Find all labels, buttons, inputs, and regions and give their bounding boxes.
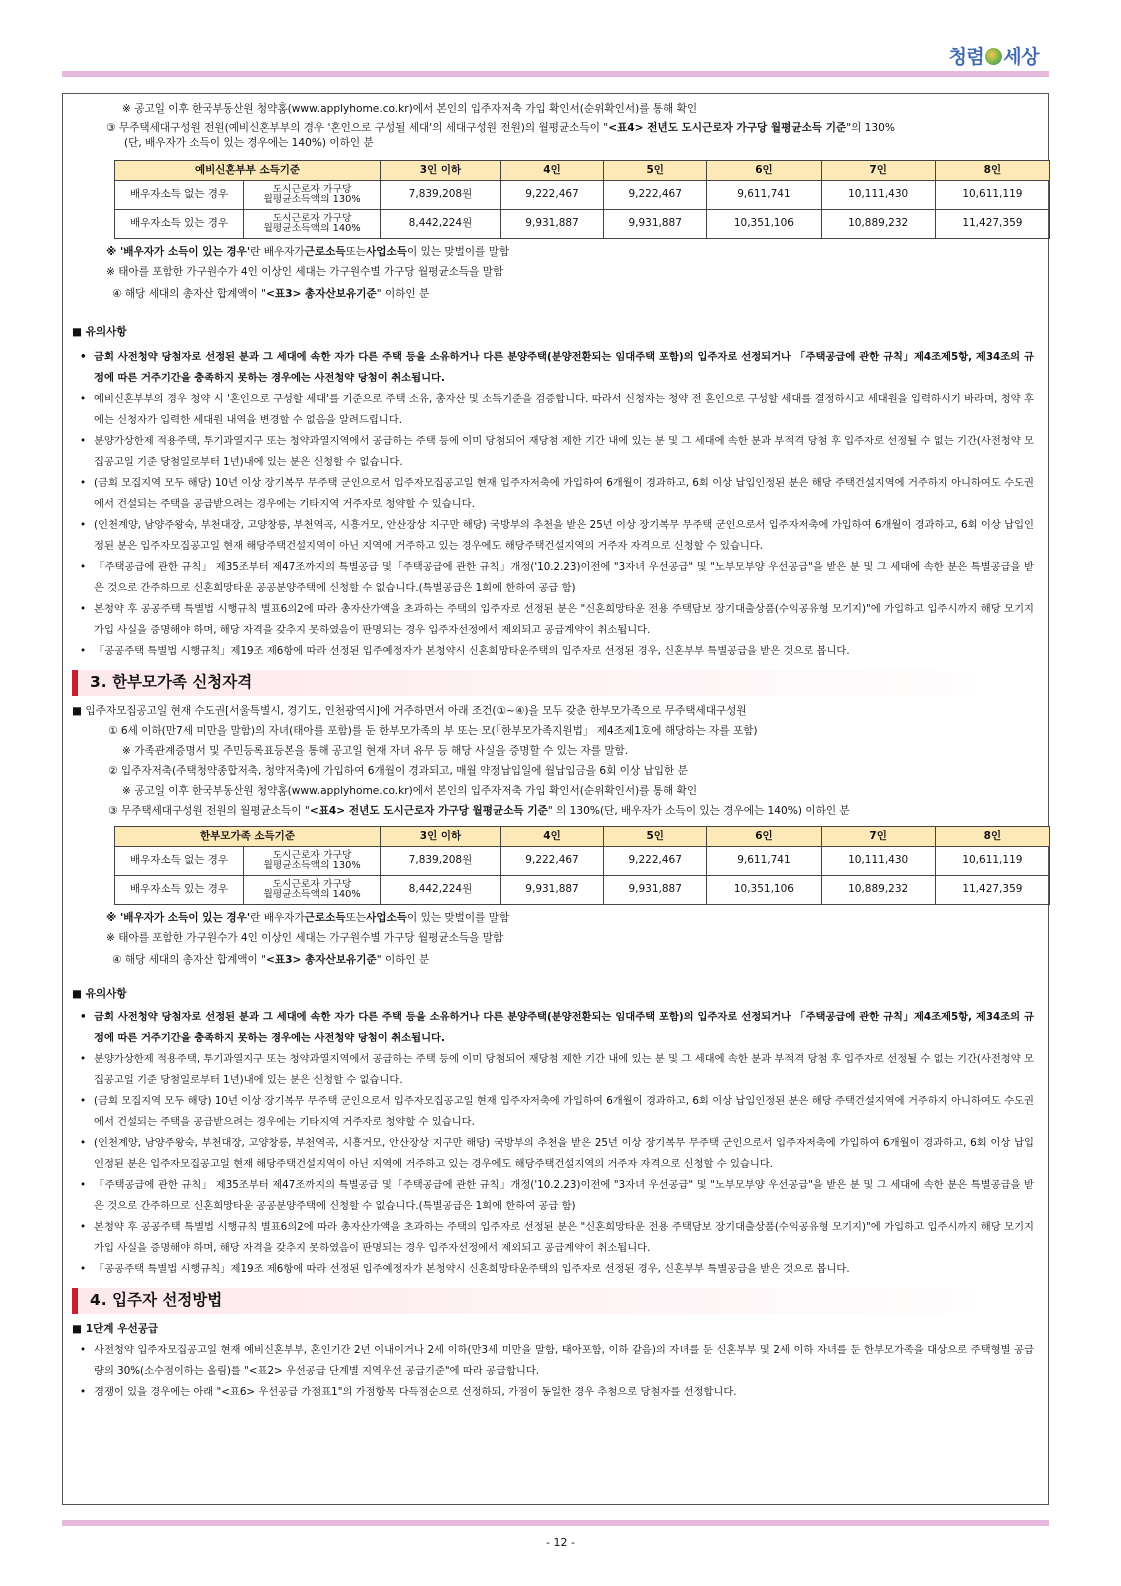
table-header-cell: 5인 xyxy=(604,160,707,180)
list-item: • (금회 모집지역 모두 해당) 10년 이상 장기복무 무주택 군인으로서 입주자모집공고일 현재 입주자저축에 가입하여 6개월이 경과하고, 6회 이상 납입인정된 분은 해당 주택건설지역에 거주하지 아니하여도 수도권에서 건설되는 주택을 공급받으려는 경우에는 기타지역 거주자로 청약할 수 있습니다. xyxy=(64,1091,1046,1133)
table-cell: 10,351,106 xyxy=(707,875,821,904)
table-header-cell: 4인 xyxy=(500,826,603,846)
table-cell: 9,222,467 xyxy=(500,180,603,209)
table-header-row xyxy=(115,826,1050,846)
table-cell: 9,931,887 xyxy=(604,875,707,904)
section3-cond1: ① 6세 이하(만7세 미만을 말함)의 자녀(태아를 포함)를 둔 한부모가족의 부 또는 모(「한부모가족지원법」 제4조제1호에 해당하는 자를 포함) xyxy=(108,725,758,738)
row-basis-line2: 월평균소득액의 130% xyxy=(263,859,361,871)
section3-cond3-ref: <표4> 전년도 도시근로자 가구당 월평균소득 기준 xyxy=(309,805,548,818)
note-spouse-income-a: ※ '배우자가 소득이 있는 경우' xyxy=(106,912,251,925)
note-spouse-income-f: 이 있는 맞벌이를 말함 xyxy=(407,246,510,259)
note-household-size-2: ※ 태아를 포함한 가구원수가 4인 이상인 세대는 가구원수별 가구당 월평균소득을 말함 xyxy=(106,932,504,945)
section3-cond3 xyxy=(64,802,1046,822)
row-basis xyxy=(244,846,381,875)
logo-emblem-icon xyxy=(985,48,1002,65)
condition-3 xyxy=(64,121,1046,152)
note-spouse-income-e: 사업소득 xyxy=(366,246,407,259)
list-item: • 「공공주택 특별법 시행규칙」제19조 제6항에 따라 선정된 입주예정자가 본청약시 신혼희망타운주택의 입주자로 선정된 경우, 신혼부부 특별공급을 받은 것으로 봅니다. xyxy=(64,1259,1046,1280)
table-cell: 9,931,887 xyxy=(500,209,603,238)
condition-3-ref: <표4> 전년도 도시근로자 가구당 월평균소득 기준 xyxy=(608,122,847,134)
table-header-cell: 8인 xyxy=(935,160,1049,180)
table-cell: 10,111,430 xyxy=(821,180,935,209)
note-spouse-income-b: 란 배우자가 xyxy=(250,246,305,259)
row-basis-line1: 도시근로자 가구당 xyxy=(272,183,352,195)
table-cell: 10,889,232 xyxy=(821,875,935,904)
section4-subtitle: ■ 1단계 우선공급 xyxy=(72,1323,159,1336)
income-table-single-parent xyxy=(114,826,1050,905)
condition-4-pre: ④ 해당 세대의 총자산 합계액이 " xyxy=(112,288,267,301)
section-title-text: 4. 입주자 선정방법 xyxy=(90,1291,223,1310)
table-cell: 10,611,119 xyxy=(935,846,1049,875)
note-household-size: ※ 태아를 포함한 가구원수가 4인 이상인 세대는 가구원수별 가구당 월평균소득을 말함 xyxy=(106,266,504,279)
condition-4 xyxy=(64,285,1046,305)
table-cell: 10,889,232 xyxy=(821,209,935,238)
logo-text-a: 청렴 xyxy=(948,46,985,68)
footer-band xyxy=(62,1520,1049,1526)
condition-4-post: " 이하인 분 xyxy=(376,954,430,967)
note-spouse-income xyxy=(64,243,1046,263)
list-item: • (인천계양, 남양주왕숙, 부천대장, 고양창릉, 부천역곡, 시흥거모, 안산장상 지구만 해당) 국방부의 추천을 받은 25년 이상 장기복무 무주택 군인으로서 입주자저축에 가입하여 6개월이 경과하고, 6회 이상 납입 인정된 분은 입주자모집공고일 현재 해당주택건설지역이 아닌 지역에 거주하고 있는 경우에도 해당주택건설지역의 거주자 자격으로 신청할 수 있습니다. xyxy=(64,1133,1046,1175)
table-header-cell: 5인 xyxy=(604,826,707,846)
list-item: • 경쟁이 있을 경우에는 아래 "<표6> 우선공급 가점표1"의 가점항목 다득점순으로 선정하되, 가점이 동일한 경우 추첨으로 당첨자를 선정합니다. xyxy=(64,1382,1046,1403)
row-basis xyxy=(244,209,381,238)
condition-3-post: "의 130% xyxy=(846,122,895,134)
row-basis-line1: 도시근로자 가구당 xyxy=(272,878,352,890)
condition-4-ref: <표3> 총자산보유기준 xyxy=(266,954,377,967)
table-cell: 9,222,467 xyxy=(604,180,707,209)
note-applyhome: ※ 공고일 이후 한국부동산원 청약홈(www.applyhome.co.kr)에서 본인의 입주자저축 가입 확인서(순위확인서)를 통해 확인 xyxy=(122,103,698,116)
note-spouse-income-d: 또는 xyxy=(345,246,367,259)
section3-cond3-post: " 의 130%(단, 배우자가 소득이 있는 경우에는 140%) 이하인 분 xyxy=(547,805,850,818)
section3-cond3-pre: ③ 무주택세대구성원 전원의 월평균소득이 " xyxy=(108,805,310,818)
condition-4-post: " 이하인 분 xyxy=(376,288,430,301)
table-cell: 10,611,119 xyxy=(935,180,1049,209)
table-cell: 9,931,887 xyxy=(604,209,707,238)
caution-title-2: ■ 유의사항 xyxy=(72,988,127,1001)
row-basis xyxy=(244,875,381,904)
list-item: • 본청약 후 공공주택 특별법 시행규칙 별표6의2에 따라 총자산가액을 초과하는 주택의 입주자로 선정된 분은 "신혼희망타운 전용 주택담보 장기대출상품(수익공유형 모기지)"에 가입하고 입주시까지 해당 모기지 가입 사실을 증명해야 하며, 해당 자격을 갖추지 못하였음이 판명되는 경우 입주자선정에서 제외되고 공급계약이 취소됩니다. xyxy=(64,599,1046,641)
list-item: • 분양가상한제 적용주택, 투기과열지구 또는 청약과열지역에서 공급하는 주택 등에 이미 당첨되어 재당첨 제한 기간 내에 있는 분 및 그 세대에 속한 분과 부적격 당첨 후 입주자로 선정될 수 없는 기간(사전청약 모집공고일 기준 당첨일로부터 1년)내에 있는 분은 신청할 수 없습니다. xyxy=(64,431,1046,473)
table-cell: 9,611,741 xyxy=(707,180,821,209)
condition-3-line2: (단, 배우자가 소득이 있는 경우에는 140%) 이하인 분 xyxy=(124,137,374,150)
table-header-cell: 7인 xyxy=(821,160,935,180)
list-item: • 분양가상한제 적용주택, 투기과열지구 또는 청약과열지역에서 공급하는 주택 등에 이미 당첨되어 재당첨 제한 기간 내에 있는 분 및 그 세대에 속한 분과 부적격 당첨 후 입주자로 선정될 수 없는 기간(사전청약 모집공고일 기준 당첨일로부터 1년)내에 있는 분은 신청할 수 없습니다. xyxy=(64,1049,1046,1091)
row-basis-line2: 월평균소득액의 140% xyxy=(263,222,361,234)
section3-cond4 xyxy=(64,951,1046,971)
table-cell: 9,931,887 xyxy=(500,875,603,904)
table-cell: 11,427,359 xyxy=(935,875,1049,904)
table-row xyxy=(115,180,1050,209)
condition-4-pre: ④ 해당 세대의 총자산 합계액이 " xyxy=(112,954,267,967)
list-item: • 금회 사전청약 당첨자로 선정된 분과 그 세대에 속한 자가 다른 주택 등을 소유하거나 다른 분양주택(분양전환되는 임대주택 포함)의 입주자로 선정되거나 「주택공급에 관한 규칙」제4조제5항, 제34조의 규정에 따른 거주기간을 충족하지 못하는 경우에는 사전청약 당첨이 취소됩니다. xyxy=(64,347,1046,389)
table-row xyxy=(115,209,1050,238)
table-header-cell: 7인 xyxy=(821,826,935,846)
list-item: • (금회 모집지역 모두 해당) 10년 이상 장기복무 무주택 군인으로서 입주자모집공고일 현재 입주자저축에 가입하여 6개월이 경과하고, 6회 이상 납입인정된 분은 해당 주택건설지역에 거주하지 아니하여도 수도권에서 건설되는 주택을 공급받으려는 경우에는 기타지역 거주자로 청약할 수 있습니다. xyxy=(64,473,1046,515)
section3-cond1-note: ※ 가족관계증명서 및 주민등록표등본을 통해 공고일 현재 자녀 유무 등 해당 사실을 증명할 수 있는 자를 말함. xyxy=(122,745,629,758)
row-label: 배우자소득 없는 경우 xyxy=(115,846,244,875)
table-header-row xyxy=(115,160,1050,180)
row-basis xyxy=(244,180,381,209)
table-header-cell: 6인 xyxy=(707,826,821,846)
note-spouse-income-e: 사업소득 xyxy=(366,912,407,925)
table-cell: 7,839,208원 xyxy=(381,180,501,209)
list-item: • 사전청약 입주자모집공고일 현재 예비신혼부부, 혼인기간 2년 이내이거나 2세 이하(만3세 미만을 말함, 태아포함, 이하 같음)의 자녀를 둔 신혼부부 및 2세 이하 자녀를 둔 한부모가족을 대상으로 주택형별 공급량의 30%(소수점이하는 올림)를 "<표2> 우선공급 단계별 지역우선 공급기준"에 따라 공급합니다. xyxy=(64,1340,1046,1382)
table-header-cell: 8인 xyxy=(935,826,1049,846)
table-cell: 7,839,208원 xyxy=(381,846,501,875)
row-basis-line2: 월평균소득액의 130% xyxy=(263,193,361,205)
table-cell: 9,222,467 xyxy=(604,846,707,875)
note-spouse-income-c: 근로소득 xyxy=(304,912,346,925)
list-item: • 금회 사전청약 당첨자로 선정된 분과 그 세대에 속한 자가 다른 주택 등을 소유하거나 다른 분양주택(분양전환되는 임대주택 포함)의 입주자로 선정되거나 「주택공급에 관한 규칙」제4조제5항, 제34조의 규정에 따른 거주기간을 충족하지 못하는 경우에는 사전청약 당첨이 취소됩니다. xyxy=(64,1007,1046,1049)
note-spouse-income-2 xyxy=(64,909,1046,929)
header-band xyxy=(62,71,1049,77)
row-label: 배우자소득 있는 경우 xyxy=(115,875,244,904)
section-title-4 xyxy=(72,1288,1046,1314)
section-title-3 xyxy=(72,670,1046,696)
table-cell: 11,427,359 xyxy=(935,209,1049,238)
list-item: • 「주택공급에 관한 규칙」 제35조부터 제47조까지의 특별공급 및「주택공급에 관한 규칙」개정('10.2.23)이전에 "3자녀 우선공급" 및 "노부모부양 우선공급"을 받은 분 및 그 세대에 속한 분은 특별공급을 받은 것으로 간주하므로 신혼희망타운 공공분양주택에 신청할 수 없습니다.(특별공급은 1회에 한하여 공급 함) xyxy=(64,1175,1046,1217)
list-item: • 「주택공급에 관한 규칙」 제35조부터 제47조까지의 특별공급 및「주택공급에 관한 규칙」개정('10.2.23)이전에 "3자녀 우선공급" 및 "노부모부양 우선공급"을 받은 분 및 그 세대에 속한 분은 특별공급을 받은 것으로 간주하므로 신혼희망타운 공공분양주택에 신청할 수 없습니다.(특별공급은 1회에 한하여 공급 함) xyxy=(64,557,1046,599)
caution-list-2 xyxy=(64,1007,1046,1280)
logo-text-b: 세상 xyxy=(1003,46,1039,68)
page-number: - 12 - xyxy=(546,1536,575,1549)
row-basis-line1: 도시근로자 가구당 xyxy=(272,212,352,224)
table-header-cell: 3인 이하 xyxy=(381,826,501,846)
caution-title: ■ 유의사항 xyxy=(72,326,127,339)
section3-intro: ■ 입주자모집공고일 현재 수도권[서울특별시, 경기도, 인천광역시]에 거주하면서 아래 조건(①~④)을 모두 갖춘 한부모가족으로 무주택세대구성원 xyxy=(72,705,747,718)
row-basis-line1: 도시근로자 가구당 xyxy=(272,849,352,861)
section-marker xyxy=(72,1288,78,1314)
list-item: • 「공공주택 특별법 시행규칙」제19조 제6항에 따라 선정된 입주예정자가 본청약시 신혼희망타운주택의 입주자로 선정된 경우, 신혼부부 특별공급을 받은 것으로 봅니다. xyxy=(64,641,1046,662)
income-table-newlywed xyxy=(114,160,1050,239)
section-title-text: 3. 한부모가족 신청자격 xyxy=(90,673,253,692)
row-label: 배우자소득 없는 경우 xyxy=(115,180,244,209)
list-item: • (인천계양, 남양주왕숙, 부천대장, 고양창릉, 부천역곡, 시흥거모, 안산장상 지구만 해당) 국방부의 추천을 받은 25년 이상 장기복무 무주택 군인으로서 입주자저축에 가입하여 6개월이 경과하고, 6회 이상 납입인정된 분은 입주자모집공고일 현재 해당주택건설지역이 아닌 지역에 거주하고 있는 경우에도 해당주택건설지역의 거주자 자격으로 신청할 수 있습니다. xyxy=(64,515,1046,557)
row-label: 배우자소득 있는 경우 xyxy=(115,209,244,238)
note-spouse-income-f: 이 있는 맞벌이를 말함 xyxy=(407,912,510,925)
table-cell: 8,442,224원 xyxy=(381,209,501,238)
table-row xyxy=(115,846,1050,875)
table-cell: 9,611,741 xyxy=(707,846,821,875)
list-item: • 예비신혼부부의 경우 청약 시 '혼인으로 구성할 세대'를 기준으로 주택 소유, 총자산 및 소득기준을 검증합니다. 따라서 신청자는 청약 전 혼인으로 구성할 세대를 결정하시고 세대원을 입력하시기 바라며, 청약 후에는 신청자가 입력한 세대원 내역을 변경할 수 없음을 알려드립니다. xyxy=(64,389,1046,431)
table-cell: 8,442,224원 xyxy=(381,875,501,904)
section-marker xyxy=(72,670,78,696)
condition-3-pre: ③ 무주택세대구성원 전원(예비신혼부부의 경우 '혼인으로 구성될 세대'의 세대구성원 전원)의 월평균소득이 " xyxy=(106,122,609,134)
page-content xyxy=(64,100,1046,1403)
table-header-cell: 3인 이하 xyxy=(381,160,501,180)
table-cell: 9,222,467 xyxy=(500,846,603,875)
table-header-cell: 6인 xyxy=(707,160,821,180)
table-header-cell: 4인 xyxy=(500,160,603,180)
table-cell: 10,351,106 xyxy=(707,209,821,238)
note-spouse-income-c: 근로소득 xyxy=(304,246,346,259)
note-spouse-income-a: ※ '배우자가 소득이 있는 경우' xyxy=(106,246,251,259)
note-spouse-income-b: 란 배우자가 xyxy=(250,912,305,925)
table-cell: 10,111,430 xyxy=(821,846,935,875)
table-header-cell: 예비신혼부부 소득기준 xyxy=(115,160,381,180)
row-basis-line2: 월평균소득액의 140% xyxy=(263,888,361,900)
caution-list xyxy=(64,347,1046,662)
section3-cond2-note: ※ 공고일 이후 한국부동산원 청약홈(www.applyhome.co.kr)에서 본인의 입주자저축 가입 확인서(순위확인서)를 통해 확인 xyxy=(122,785,698,798)
list-item: • 본청약 후 공공주택 특별법 시행규칙 별표6의2에 따라 총자산가액을 초과하는 주택의 입주자로 선정된 분은 "신혼희망타운 전용 주택담보 장기대출상품(수익공유형 모기지)"에 가입하고 입주시까지 해당 모기지 가입 사실을 증명해야 하며, 해당 자격을 갖추지 못하였음이 판명되는 경우 입주자선정에서 제외되고 공급계약이 취소됩니다. xyxy=(64,1217,1046,1259)
logo xyxy=(949,42,1039,69)
condition-4-ref: <표3> 총자산보유기준 xyxy=(266,288,377,301)
table-header-cell: 한부모가족 소득기준 xyxy=(115,826,381,846)
table-row xyxy=(115,875,1050,904)
section3-cond2: ② 입주자저축(주택청약종합저축, 청약저축)에 가입하여 6개월이 경과되고, 매월 약정납입일에 월납입금을 6회 이상 납입한 분 xyxy=(108,765,688,778)
note-spouse-income-d: 또는 xyxy=(345,912,367,925)
